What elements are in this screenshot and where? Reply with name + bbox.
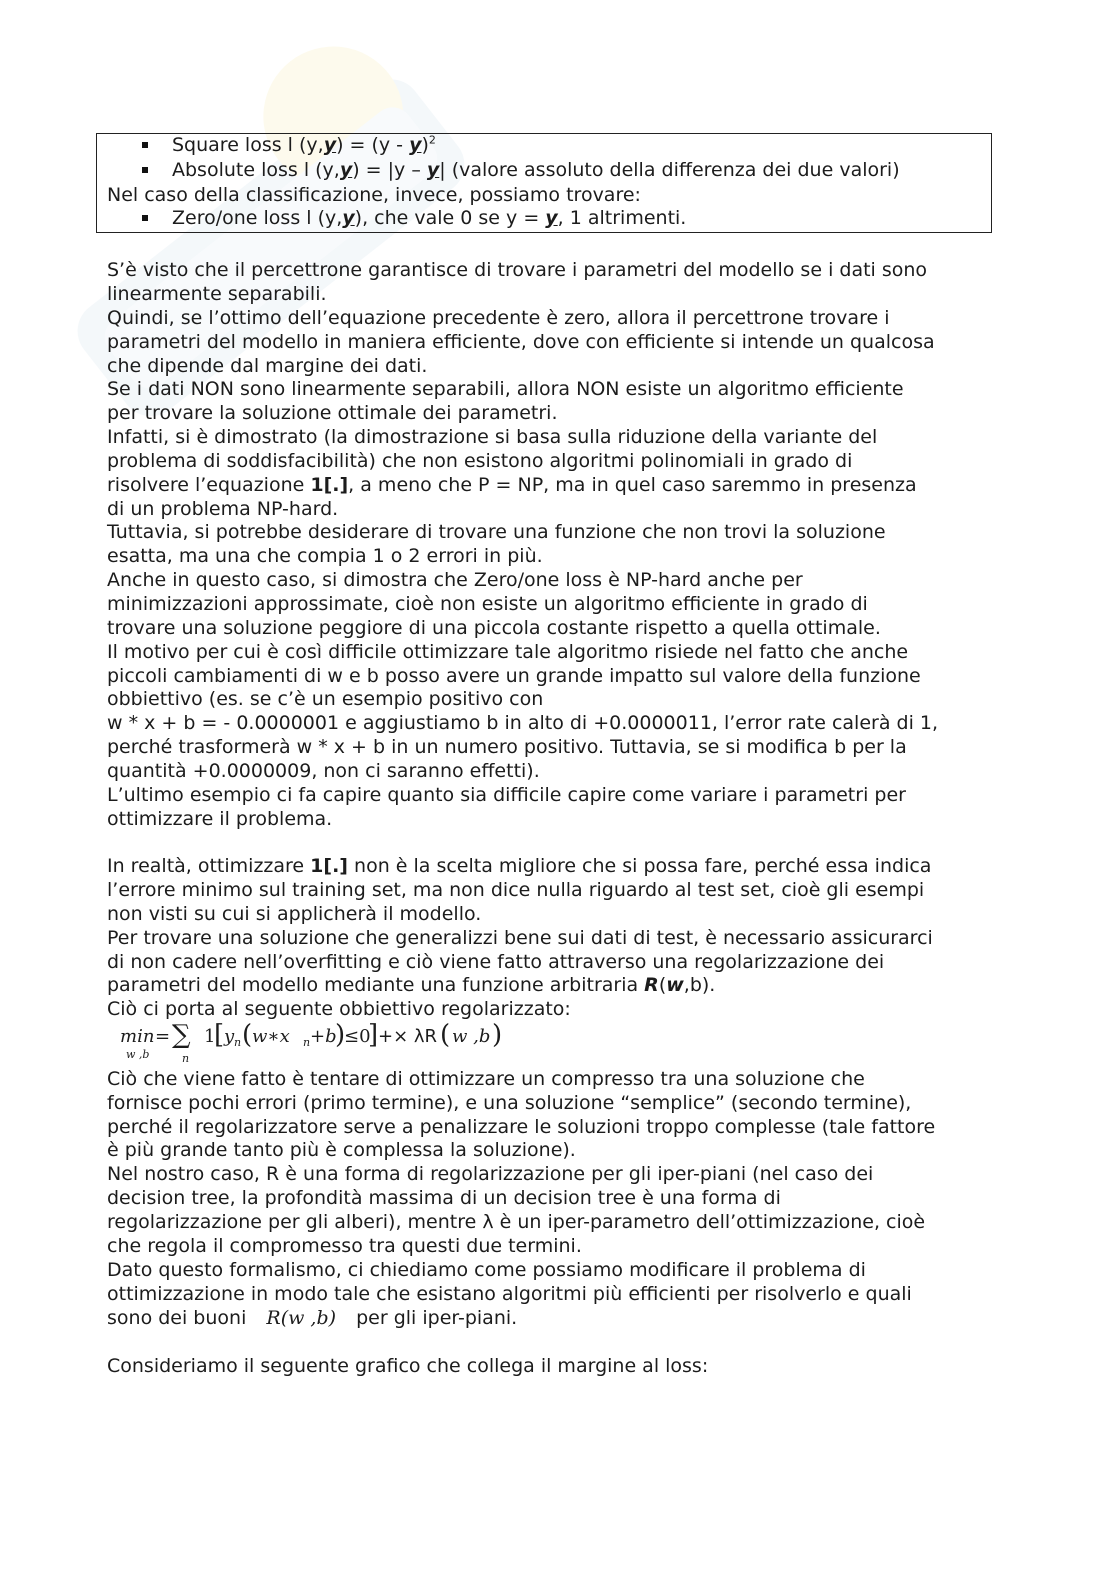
text: ) = (y -: [336, 134, 410, 156]
paren-close: ): [335, 1020, 346, 1050]
paragraph-line: per trovare la soluzione ottimale dei parametri.: [107, 402, 558, 424]
paragraph-line: [107, 473, 917, 497]
text: non è la scelta migliore che si possa fare, perché essa indica: [347, 855, 932, 877]
plus-b: +b: [310, 1026, 337, 1047]
y-hat: y: [545, 207, 558, 229]
text: per gli iper-piani.: [356, 1307, 518, 1329]
paren-open: (: [440, 1020, 451, 1050]
text: ) = |y –: [352, 159, 427, 181]
paragraph-line: minimizzazioni approssimate, cioè non esiste un algoritmo efficiente in grado di: [107, 593, 868, 615]
y-subscript: n: [234, 1036, 242, 1049]
paragraph-line: perché trasformerà w * x + b in un numero positivo. Tuttavia, se si modifica b per la: [107, 736, 907, 758]
weight-symbol: w: [666, 974, 684, 996]
paragraph-line: di non cadere nell’overfitting e ciò viene fatto attraverso una regolarizzazione dei: [107, 951, 885, 973]
paragraph-line: non visti su cui si applicherà il modello.: [107, 903, 482, 925]
equation-ref: 1[.]: [310, 474, 349, 496]
paragraph-line: [107, 1306, 517, 1330]
paragraph-line: esatta, ma una che compia 1 o 2 errori in più.: [107, 545, 543, 567]
paragraph-line: Il motivo per cui è così difficile ottimizzare tale algoritmo risiede nel fatto che anche: [107, 641, 909, 663]
sum-symbol: ∑: [172, 1020, 191, 1050]
paragraph-line: Ciò che viene fatto è tentare di ottimizzare un compresso tra una soluzione che: [107, 1068, 865, 1090]
paragraph-line: quantità +0.0000009, non ci saranno effetti).: [107, 760, 540, 782]
paragraph-line: Nel nostro caso, R è una forma di regolarizzazione per gli iper-piani (nel caso dei: [107, 1163, 874, 1185]
exponent: 2: [428, 133, 436, 147]
paragraph-line: perché il regolarizzatore serve a penalizzare le soluzioni troppo complesse (tale fattore: [107, 1116, 936, 1138]
paragraph-line: Anche in questo caso, si dimostra che Zero/one loss è NP-hard anche per: [107, 569, 803, 591]
paragraph-line: linearmente separabili.: [107, 283, 327, 305]
y-hat: y: [323, 134, 337, 156]
paragraph-line: Tuttavia, si potrebbe desiderare di trovare una funzione che non trovi la soluzione: [107, 521, 886, 543]
paragraph-line: S’è visto che il percettrone garantisce di trovare i parametri del modello se i dati sono: [107, 259, 928, 281]
sum-subscript: n: [182, 1052, 190, 1065]
paragraph-line: parametri del modello in maniera efficiente, dove con efficiente si intende un qualcosa: [107, 331, 935, 353]
y-hat: y: [409, 134, 422, 156]
text: risolvere l’equazione: [107, 474, 311, 496]
text: | (valore assoluto della differenza dei due valori): [439, 159, 900, 181]
paragraph-line: obbiettivo (es. se c’è un esempio positivo con: [107, 688, 544, 710]
text: ), che vale 0 se y =: [354, 207, 546, 229]
paragraph-line: ottimizzare il problema.: [107, 808, 333, 830]
y-hat: y: [342, 207, 355, 229]
paragraph-line: fornisce pochi errori (primo termine), e una soluzione “semplice” (secondo termine),: [107, 1092, 912, 1114]
classification-intro: Nel caso della classificazione, invece, possiamo trovare:: [107, 184, 641, 206]
square-loss-item: [172, 133, 436, 157]
paragraph-line: [107, 854, 931, 878]
regularized-objective-formula: [120, 1020, 540, 1068]
paragraph-line: Consideriamo il seguente grafico che collega il margine al loss:: [107, 1355, 709, 1377]
paren-close: ): [492, 1020, 503, 1050]
paragraph-line: w * x + b = - 0.0000001 e aggiustiamo b in alto di +0.0000011, l’error rate calerà di 1,: [107, 712, 939, 734]
equals-sign: =: [155, 1026, 171, 1047]
paragraph-line: Per trovare una soluzione che generalizzi bene sui dati di test, è necessario assicurarci: [107, 927, 933, 949]
regularizer-args: w ,b: [452, 1026, 491, 1047]
text: ,b).: [683, 974, 716, 996]
regularizer-symbol: R: [644, 974, 659, 996]
text: sono dei buoni: [107, 1307, 247, 1329]
bullet-icon: [142, 167, 148, 173]
text: parametri del modello mediante una funzione arbitraria: [107, 974, 645, 996]
paragraph-line: l’errore minimo sul training set, ma non dice nulla riguardo al test set, cioè gli esempi: [107, 879, 925, 901]
paragraph-line: di un problema NP-hard.: [107, 498, 339, 520]
indicator-one: 1: [204, 1026, 216, 1047]
paragraph-line: Infatti, si è dimostrato (la dimostrazione si basa sulla riduzione della variante del: [107, 426, 878, 448]
paragraph-line: Ciò ci porta al seguente obbiettivo regolarizzato:: [107, 998, 571, 1020]
bracket-close: ]: [368, 1020, 379, 1050]
regularizer-inline: R(w ,b): [266, 1307, 337, 1329]
paragraph-line: problema di soddisfacibilità) che non esistono algoritmi polinomiali in grado di: [107, 450, 853, 472]
min-operator: min: [120, 1026, 155, 1047]
paragraph-line: è più grande tanto più è complessa la soluzione).: [107, 1139, 576, 1161]
paragraph-line: Quindi, se l’ottimo dell’equazione precedente è zero, allora il percettrone trovare i: [107, 307, 890, 329]
text: Zero/one loss l (y,: [172, 207, 343, 229]
paragraph-line: ottimizzazione in modo tale che esistano algoritmi più efficienti per risolverlo e quali: [107, 1283, 912, 1305]
text: ): [421, 134, 429, 156]
paragraph-line: Dato questo formalismo, ci chiediamo come possiamo modificare il problema di: [107, 1259, 866, 1281]
condition: ≤0: [344, 1026, 371, 1047]
paragraph-line: trovare una soluzione peggiore di una piccola costante rispetto a quella ottimale.: [107, 617, 881, 639]
regularization-term: +× λR: [378, 1026, 438, 1047]
w-times-x: w∗x: [252, 1026, 290, 1047]
y-symbol: y: [224, 1026, 235, 1047]
bullet-icon: [142, 142, 148, 148]
min-subscript: w ,b: [126, 1048, 150, 1061]
bracket-open: [: [214, 1020, 225, 1050]
text: , a meno che P = NP, ma in quel caso saremmo in presenza: [348, 474, 917, 496]
paragraph-line: piccoli cambiamenti di w e b posso avere un grande impatto sul valore della funzione: [107, 665, 921, 687]
x-subscript: n: [303, 1036, 311, 1049]
paragraph-line: L’ultimo esempio ci fa capire quanto sia difficile capire come variare i parametri per: [107, 784, 906, 806]
zero-one-loss-item: [172, 206, 686, 230]
paragraph-line: regolarizzazione per gli alberi), mentre λ è un iper-parametro dell’ottimizzazione, cioè: [107, 1211, 926, 1233]
bullet-icon: [142, 215, 148, 221]
text: , 1 altrimenti.: [557, 207, 687, 229]
paragraph-line: che regola il compromesso tra questi due termini.: [107, 1235, 582, 1257]
paragraph-line: che dipende dal margine dei dati.: [107, 355, 428, 377]
text: Square loss l (y,: [172, 134, 324, 156]
text: In realtà, ottimizzare: [107, 855, 311, 877]
absolute-loss-item: [172, 158, 900, 182]
equation-ref: 1[.]: [310, 855, 348, 877]
paragraph-line: [107, 973, 715, 997]
text: Absolute loss l (y,: [172, 159, 340, 181]
y-hat: y: [339, 159, 353, 181]
paragraph-line: decision tree, la profondità massima di un decision tree è una forma di: [107, 1187, 781, 1209]
text: (: [658, 974, 667, 996]
y-hat: y: [426, 159, 440, 181]
paren-open: (: [242, 1020, 253, 1050]
paragraph-line: Se i dati NON sono linearmente separabili, allora NON esiste un algoritmo efficiente: [107, 378, 904, 400]
